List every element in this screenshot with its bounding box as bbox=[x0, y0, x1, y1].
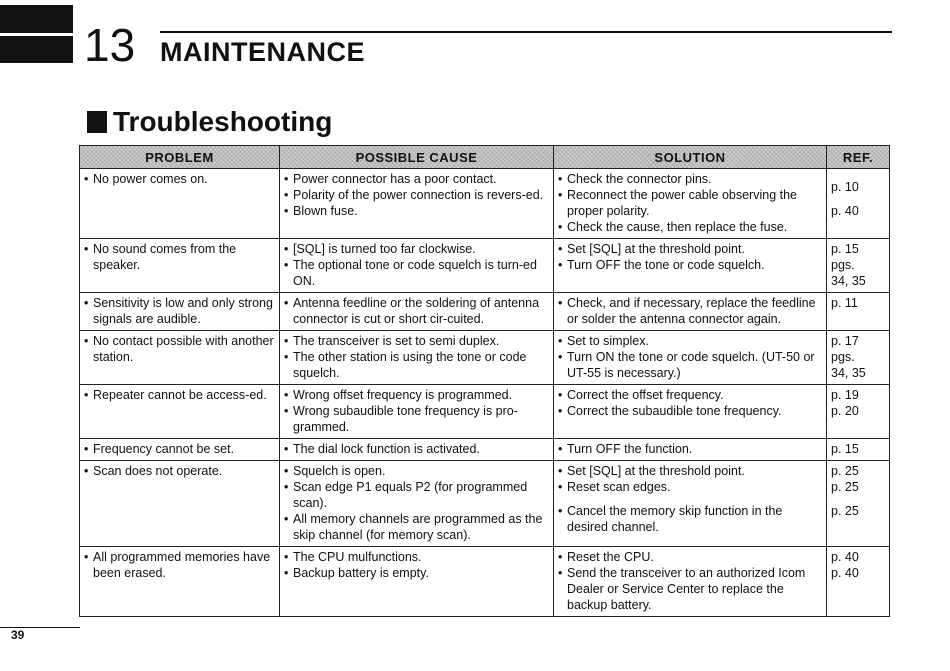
solution-item: • Check the cause, then replace the fuse. bbox=[558, 219, 822, 235]
solution-cell bbox=[554, 169, 827, 239]
spacer bbox=[831, 195, 885, 203]
solution-item: • Check, and if necessary, replace the feedline or solder the antenna connector again. bbox=[558, 295, 822, 327]
cause-item: • Antenna feedline or the soldering of antenna connector is cut or short cir-cuited. bbox=[284, 295, 549, 327]
problem-cell bbox=[80, 169, 280, 239]
ref-cell bbox=[827, 385, 890, 439]
solution-item: • Correct the offset frequency. bbox=[558, 387, 822, 403]
reference-text: p. 40 bbox=[831, 550, 859, 564]
reference-text: p. 17 bbox=[831, 334, 859, 348]
table-row bbox=[80, 169, 890, 239]
problem-cell bbox=[80, 461, 280, 547]
table-row bbox=[80, 239, 890, 293]
problem-item: • All programmed memories have been erased. bbox=[84, 549, 275, 581]
reference-text: p. 25 bbox=[831, 504, 859, 518]
cause-item: • Scan edge P1 equals P2 (for programmed scan). bbox=[284, 479, 549, 511]
table-row bbox=[80, 439, 890, 461]
header-ref: REF. bbox=[827, 146, 890, 169]
reference-text: p. 25 bbox=[831, 480, 859, 494]
problem-item: • No contact possible with another station. bbox=[84, 333, 275, 365]
cause-cell bbox=[280, 331, 554, 385]
cause-item: • Squelch is open. bbox=[284, 463, 549, 479]
cause-item: • The dial lock function is activated. bbox=[284, 441, 549, 457]
cause-cell bbox=[280, 439, 554, 461]
table-row bbox=[80, 461, 890, 547]
spacer bbox=[558, 495, 822, 503]
reference-text: p. 20 bbox=[831, 404, 859, 418]
solution-item: • Set [SQL] at the threshold point. bbox=[558, 463, 822, 479]
reference-text: pgs. bbox=[831, 350, 855, 364]
solution-item: • Set to simplex. bbox=[558, 333, 822, 349]
cause-item: • [SQL] is turned too far clockwise. bbox=[284, 241, 549, 257]
ref-cell bbox=[827, 293, 890, 331]
section-bullet-square bbox=[87, 111, 107, 133]
problem-item: • Sensitivity is low and only strong signals are audible. bbox=[84, 295, 275, 327]
reference-text: p. 15 bbox=[831, 242, 859, 256]
header-solution: SOLUTION bbox=[554, 146, 827, 169]
solution-item: • Turn OFF the function. bbox=[558, 441, 822, 457]
cause-item: • Power connector has a poor contact. bbox=[284, 171, 549, 187]
table-row bbox=[80, 385, 890, 439]
cause-cell bbox=[280, 385, 554, 439]
header-possible-cause: POSSIBLE CAUSE bbox=[280, 146, 554, 169]
spacer bbox=[831, 171, 885, 179]
chapter-rule bbox=[160, 31, 892, 33]
cause-item: • The transceiver is set to semi duplex. bbox=[284, 333, 549, 349]
reference-text: 34, 35 bbox=[831, 366, 866, 380]
reference-text: p. 10 bbox=[831, 180, 859, 194]
ref-cell bbox=[827, 439, 890, 461]
problem-cell bbox=[80, 385, 280, 439]
reference-text: p. 15 bbox=[831, 442, 859, 456]
cause-cell bbox=[280, 547, 554, 617]
problem-item: • No power comes on. bbox=[84, 171, 275, 187]
cause-item: • Blown fuse. bbox=[284, 203, 549, 219]
cause-item: • Wrong subaudible tone frequency is pro-grammed. bbox=[284, 403, 549, 435]
table-body bbox=[80, 169, 890, 617]
troubleshooting-table bbox=[79, 145, 890, 617]
cause-cell bbox=[280, 239, 554, 293]
cause-cell bbox=[280, 169, 554, 239]
problem-item: • Scan does not operate. bbox=[84, 463, 275, 479]
solution-item: • Send the transceiver to an authorized Icom Dealer or Service Center to replace the backup battery. bbox=[558, 565, 822, 613]
table-row bbox=[80, 293, 890, 331]
solution-item: • Cancel the memory skip function in the desired channel. bbox=[558, 503, 822, 535]
solution-item: • Set [SQL] at the threshold point. bbox=[558, 241, 822, 257]
solution-cell bbox=[554, 385, 827, 439]
problem-cell bbox=[80, 331, 280, 385]
reference-text: p. 25 bbox=[831, 464, 859, 478]
chapter-tab-divider bbox=[0, 33, 73, 36]
problem-item: • Repeater cannot be access-ed. bbox=[84, 387, 275, 403]
cause-item: • The CPU mulfunctions. bbox=[284, 549, 549, 565]
cause-item: • All memory channels are programmed as the skip channel (for memory scan). bbox=[284, 511, 549, 543]
solution-cell bbox=[554, 293, 827, 331]
ref-cell bbox=[827, 239, 890, 293]
reference-text: pgs. bbox=[831, 258, 855, 272]
cause-item: • Polarity of the power connection is revers-ed. bbox=[284, 187, 549, 203]
problem-cell bbox=[80, 439, 280, 461]
table-row bbox=[80, 331, 890, 385]
problem-item: • No sound comes from the speaker. bbox=[84, 241, 275, 273]
cause-cell bbox=[280, 293, 554, 331]
solution-cell bbox=[554, 239, 827, 293]
solution-item: • Reset scan edges. bbox=[558, 479, 822, 495]
table-header-row bbox=[80, 146, 890, 169]
spacer bbox=[831, 495, 885, 503]
solution-cell bbox=[554, 547, 827, 617]
cause-item: • Wrong offset frequency is programmed. bbox=[284, 387, 549, 403]
cause-item: • Backup battery is empty. bbox=[284, 565, 549, 581]
ref-cell bbox=[827, 461, 890, 547]
problem-item: • Frequency cannot be set. bbox=[84, 441, 275, 457]
reference-text: p. 19 bbox=[831, 388, 859, 402]
section-title: Troubleshooting bbox=[113, 106, 333, 137]
problem-cell bbox=[80, 293, 280, 331]
solution-item: • Reconnect the power cable observing the proper polarity. bbox=[558, 187, 822, 219]
header-problem: PROBLEM bbox=[80, 146, 280, 169]
problem-cell bbox=[80, 239, 280, 293]
reference-text: p. 11 bbox=[831, 296, 858, 310]
reference-text: 34, 35 bbox=[831, 274, 866, 288]
cause-cell bbox=[280, 461, 554, 547]
solution-item: • Turn OFF the tone or code squelch. bbox=[558, 257, 822, 273]
solution-item: • Reset the CPU. bbox=[558, 549, 822, 565]
cause-item: • The other station is using the tone or code squelch. bbox=[284, 349, 549, 381]
reference-text: p. 40 bbox=[831, 566, 859, 580]
solution-cell bbox=[554, 331, 827, 385]
solution-cell bbox=[554, 461, 827, 547]
ref-cell bbox=[827, 169, 890, 239]
chapter-title: MAINTENANCE bbox=[160, 37, 365, 67]
cause-item: • The optional tone or code squelch is turn-ed ON. bbox=[284, 257, 549, 289]
solution-item: • Check the connector pins. bbox=[558, 171, 822, 187]
solution-item: • Correct the subaudible tone frequency. bbox=[558, 403, 822, 419]
problem-cell bbox=[80, 547, 280, 617]
ref-cell bbox=[827, 331, 890, 385]
chapter-number: 13 bbox=[84, 19, 136, 71]
solution-cell bbox=[554, 439, 827, 461]
solution-item: • Turn ON the tone or code squelch. (UT-50 or UT-55 is necessary.) bbox=[558, 349, 822, 381]
reference-text: p. 40 bbox=[831, 204, 859, 218]
page-number: 39 bbox=[11, 628, 25, 642]
ref-cell bbox=[827, 547, 890, 617]
table-row bbox=[80, 547, 890, 617]
